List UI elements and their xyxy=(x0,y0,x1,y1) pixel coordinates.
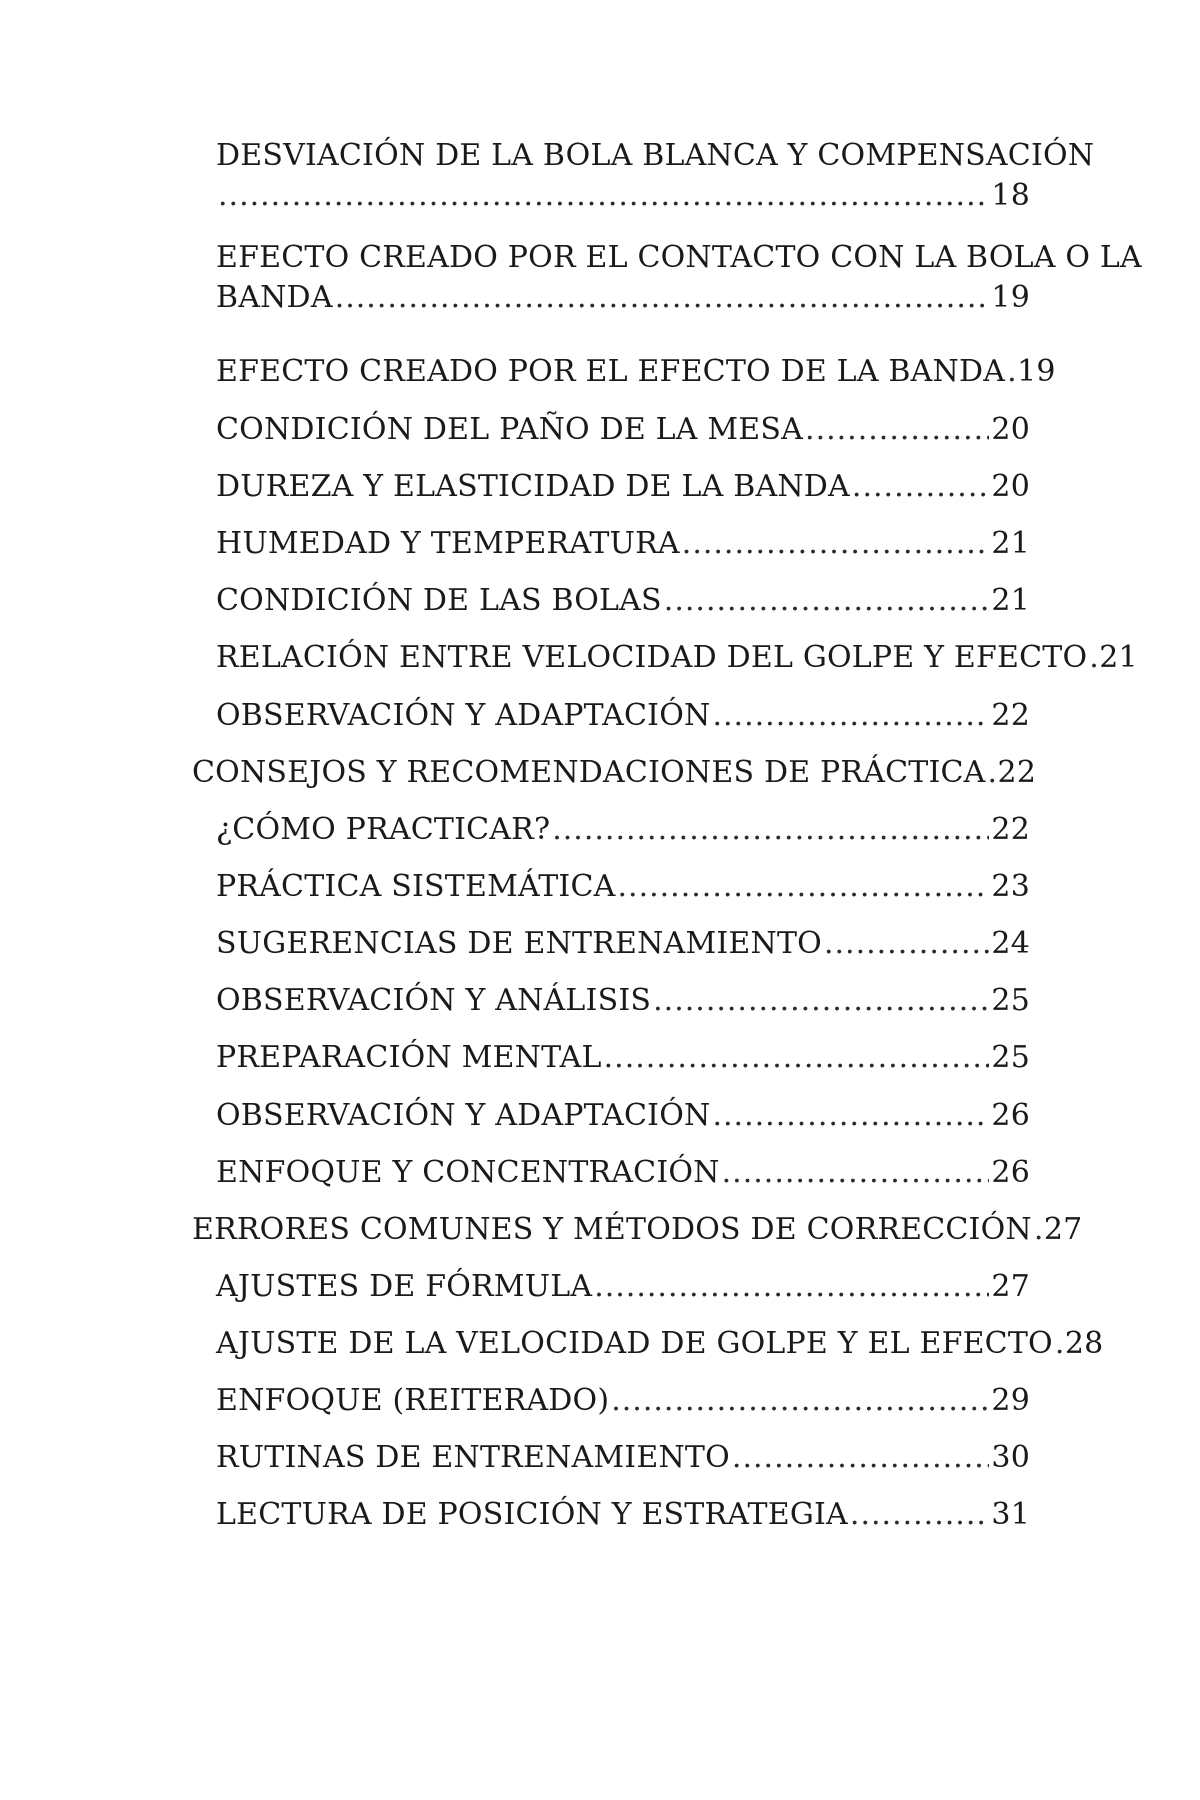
toc-entry-page: 21 xyxy=(991,526,1030,561)
toc-entry-page: 25 xyxy=(991,983,1030,1018)
toc-entry[interactable] xyxy=(216,238,1142,318)
toc-entry-title: PREPARACIÓN MENTAL xyxy=(216,1040,602,1075)
toc-entry[interactable] xyxy=(216,810,1030,850)
toc-entry[interactable] xyxy=(216,581,1030,621)
toc-chapter[interactable] xyxy=(192,1210,1083,1250)
toc-entry-page: 24 xyxy=(991,926,1030,961)
toc-entry-page: 20 xyxy=(991,412,1030,447)
toc-leader-dots xyxy=(218,176,989,216)
toc-leader-dots xyxy=(850,1495,990,1535)
toc-leader-dots xyxy=(732,1438,990,1478)
toc-chapter-title: ERRORES COMUNES Y MÉTODOS DE CORRECCIÓN xyxy=(192,1212,1032,1247)
toc-entry[interactable] xyxy=(216,524,1030,564)
toc-leader-dots xyxy=(722,1153,990,1193)
toc-entry[interactable] xyxy=(216,352,1056,392)
toc-leader-dots xyxy=(611,1381,989,1421)
toc-leader-dots xyxy=(712,696,989,736)
toc-leader-dots xyxy=(1034,1210,1042,1250)
toc-entry[interactable] xyxy=(216,1096,1030,1136)
toc-leader-dots xyxy=(664,581,990,621)
toc-leader-dots xyxy=(653,981,989,1021)
toc-entry[interactable] xyxy=(216,924,1030,964)
toc-entry-page: 20 xyxy=(991,469,1030,504)
toc-entry-page: 26 xyxy=(991,1155,1030,1190)
toc-leader-dots xyxy=(805,410,989,450)
toc-leader-dots xyxy=(552,810,989,850)
toc-entry[interactable] xyxy=(216,1438,1030,1478)
toc-entry-title: EFECTO CREADO POR EL CONTACTO CON LA BOLA O LA xyxy=(216,240,1142,275)
toc-entry-title: DUREZA Y ELASTICIDAD DE LA BANDA xyxy=(216,469,850,504)
toc-leader-dots xyxy=(1055,1324,1063,1364)
toc-entry-title: PRÁCTICA SISTEMÁTICA xyxy=(216,869,616,904)
toc-leader-dots xyxy=(335,278,990,318)
toc-entry[interactable] xyxy=(216,136,1095,216)
toc-entry-page: 27 xyxy=(1043,1212,1083,1247)
toc-entry-page: 31 xyxy=(991,1497,1030,1532)
toc-entry-page: 21 xyxy=(1099,640,1138,675)
toc-leader-dots xyxy=(682,524,990,564)
toc-entry-page: 26 xyxy=(991,1098,1030,1133)
toc-entry[interactable] xyxy=(216,1153,1030,1193)
toc-leader-dots xyxy=(618,867,990,907)
toc-entry-page: 25 xyxy=(991,1040,1030,1075)
toc-entry-title: HUMEDAD Y TEMPERATURA xyxy=(216,526,680,561)
toc-entry-page: 19 xyxy=(991,280,1030,315)
toc-entry-title: SUGERENCIAS DE ENTRENAMIENTO xyxy=(216,926,822,961)
toc-entry-page: 22 xyxy=(997,755,1037,790)
toc-entry-page: 28 xyxy=(1064,1326,1104,1361)
toc-entry-page: 30 xyxy=(991,1440,1030,1475)
toc-entry[interactable] xyxy=(216,696,1030,736)
toc-entry-title: RUTINAS DE ENTRENAMIENTO xyxy=(216,1440,730,1475)
toc-entry[interactable] xyxy=(216,867,1030,907)
toc-entry-title: OBSERVACIÓN Y ADAPTACIÓN xyxy=(216,698,711,733)
toc-leader-dots xyxy=(712,1096,989,1136)
toc-entry[interactable] xyxy=(216,1495,1030,1535)
toc-leader-dots xyxy=(988,753,996,793)
toc-entry-page: 18 xyxy=(991,178,1030,213)
toc-entry-title: DESVIACIÓN DE LA BOLA BLANCA Y COMPENSACIÓN xyxy=(216,138,1095,173)
toc-entry-page: 22 xyxy=(991,698,1030,733)
toc-chapter-title: CONSEJOS Y RECOMENDACIONES DE PRÁCTICA xyxy=(192,755,986,790)
toc-leader-dots xyxy=(1089,638,1097,678)
toc-leader-dots xyxy=(824,924,989,964)
toc-leader-dots xyxy=(604,1038,990,1078)
toc-entry-title-continued: BANDA xyxy=(216,280,333,315)
toc-entry-page: 19 xyxy=(1017,354,1056,389)
toc-entry-title: ENFOQUE Y CONCENTRACIÓN xyxy=(216,1155,720,1190)
toc-leader-dots xyxy=(1007,352,1015,392)
toc-entry-page: 21 xyxy=(991,583,1030,618)
toc-chapter[interactable] xyxy=(192,753,1037,793)
toc-entry-title: OBSERVACIÓN Y ANÁLISIS xyxy=(216,983,652,1018)
toc-entry-page: 22 xyxy=(991,812,1030,847)
toc-entry[interactable] xyxy=(216,1324,1104,1364)
toc-leader-dots xyxy=(852,467,990,507)
toc-entry-title: EFECTO CREADO POR EL EFECTO DE LA BANDA xyxy=(216,354,1006,389)
toc-entry[interactable] xyxy=(216,638,1138,678)
toc-entry-title: AJUSTE DE LA VELOCIDAD DE GOLPE Y EL EFECTO xyxy=(216,1326,1053,1361)
toc-entry[interactable] xyxy=(216,1267,1030,1307)
toc-entry[interactable] xyxy=(216,1381,1030,1421)
toc-entry-title: LECTURA DE POSICIÓN Y ESTRATEGIA xyxy=(216,1497,848,1532)
toc-entry-page: 29 xyxy=(991,1383,1030,1418)
toc-entry[interactable] xyxy=(216,467,1030,507)
toc-entry-title: ENFOQUE (REITERADO) xyxy=(216,1383,610,1418)
toc-entry-title: CONDICIÓN DEL PAÑO DE LA MESA xyxy=(216,412,804,447)
toc-entry[interactable] xyxy=(216,1038,1030,1078)
toc-entry-page: 27 xyxy=(991,1269,1030,1304)
toc-entry-title: RELACIÓN ENTRE VELOCIDAD DEL GOLPE Y EFECTO xyxy=(216,640,1088,675)
toc-entry-page: 23 xyxy=(991,869,1030,904)
toc-leader-dots xyxy=(594,1267,989,1307)
toc-entry-title: CONDICIÓN DE LAS BOLAS xyxy=(216,583,662,618)
toc-entry[interactable] xyxy=(216,410,1030,450)
toc-entry-title: AJUSTES DE FÓRMULA xyxy=(216,1269,593,1304)
toc-entry-title: OBSERVACIÓN Y ADAPTACIÓN xyxy=(216,1098,711,1133)
toc-entry[interactable] xyxy=(216,981,1030,1021)
toc-entry-title: ¿CÓMO PRACTICAR? xyxy=(216,812,551,847)
